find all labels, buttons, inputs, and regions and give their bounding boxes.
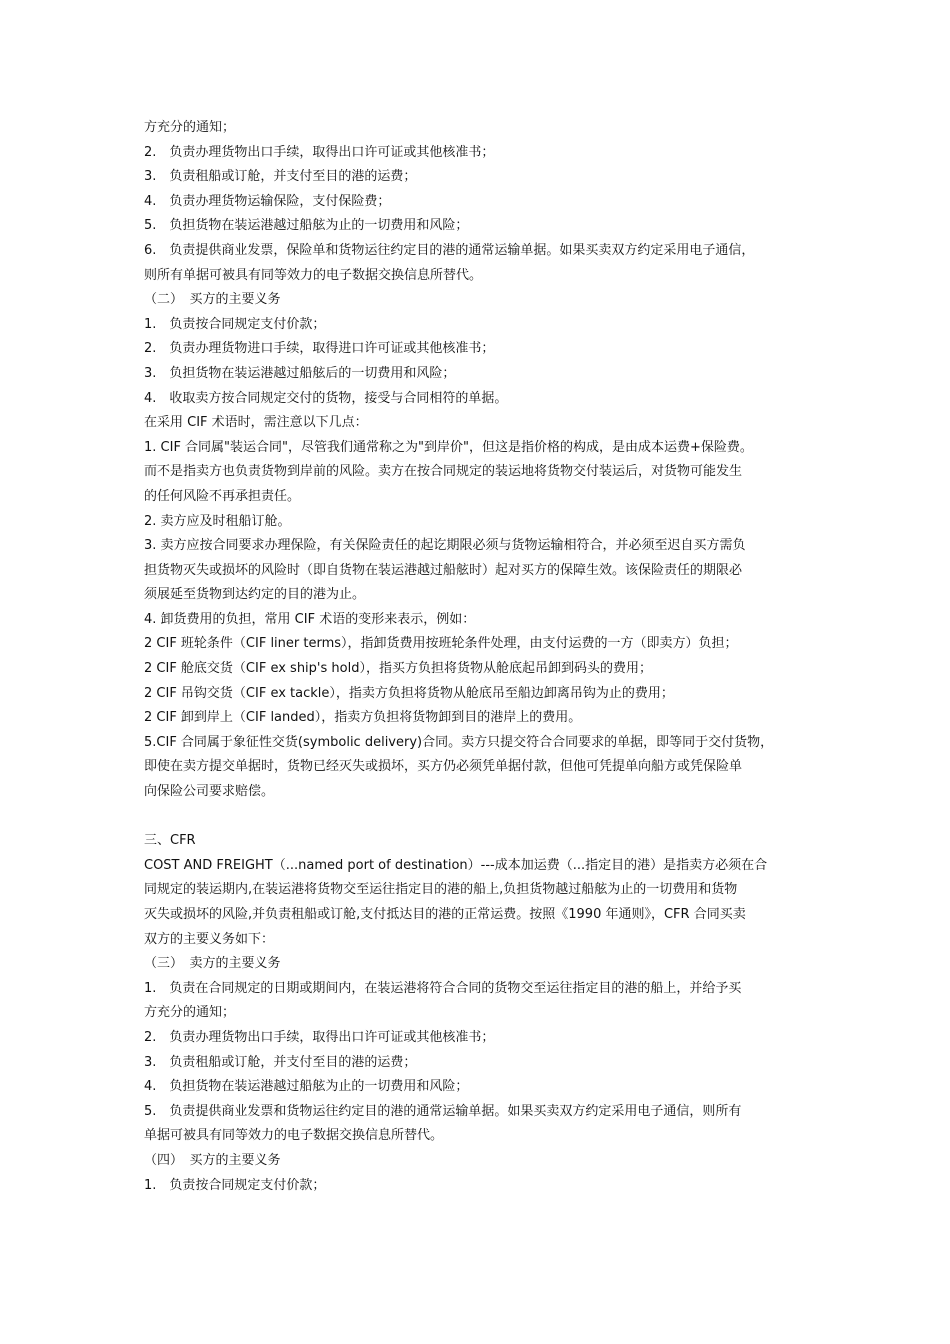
text-line: 即使在卖方提交单据时，货物已经灭失或损坏，买方仍必须凭单据付款，但他可凭提单向船方或凭保险单: [144, 759, 743, 775]
text-line: 2 CIF 吊钩交货（CIF ex tackle），指卖方负担将货物从舱底吊至船边卸离吊钩为止的费用；: [144, 685, 674, 701]
text-line: 1. 负责按合同规定支付价款；: [144, 316, 326, 332]
text-line: 4. 负责办理货物运输保险，支付保险费；: [144, 193, 391, 209]
text-line: 5. 负担货物在装运港越过船舷为止的一切费用和风险；: [144, 218, 469, 234]
text-line: COST AND FREIGHT（...named port of destination）---成本加运费（...指定目的港）是指卖方必须在合: [144, 857, 768, 873]
text-line: 3. 负责租船或订舱，并支付至目的港的运费；: [144, 169, 417, 185]
text-line: 2. 负责办理货物出口手续，取得出口许可证或其他核准书；: [144, 144, 495, 160]
text-line: 4. 卸货费用的负担，常用 CIF 术语的变形来表示，例如：: [144, 611, 476, 627]
text-line: 须展延至货物到达约定的目的港为止。: [144, 587, 366, 603]
text-line: 则所有单据可被具有同等效力的电子数据交换信息所替代。: [144, 267, 483, 283]
text-line: 4. 负担货物在装运港越过船舷为止的一切费用和风险；: [144, 1079, 469, 1095]
text-line: 1. 负责按合同规定支付价款；: [144, 1177, 326, 1193]
text-line: 的任何风险不再承担责任。: [144, 488, 301, 504]
text-line: 2. 负责办理货物出口手续，取得出口许可证或其他核准书；: [144, 1029, 495, 1045]
text-line: 2. 卖方应及时租船订舱。: [144, 513, 291, 529]
document-page: [144, 116, 814, 1198]
text-line: 方充分的通知；: [144, 1005, 236, 1021]
text-line: 1. 负责在合同规定的日期或期间内，在装运港将符合合同的货物交至运往指定目的港的船上，并给予买: [144, 980, 742, 996]
text-line: 3. 卖方应按合同要求办理保险，有关保险责任的起讫期限必须与货物运输相符合，并必须至迟自买方需负: [144, 538, 746, 554]
text-line: 2 CIF 舱底交货（CIF ex ship's hold），指买方负担将货物从舱底起吊卸到码头的费用；: [144, 661, 652, 677]
text-line: 1. CIF 合同属"装运合同"，尽管我们通常称之为"到岸价"，但这是指价格的构成，是由成本运费+保险费。: [144, 439, 753, 455]
text-line: 向保险公司要求赔偿。: [144, 784, 275, 800]
text-line: 双方的主要义务如下：: [144, 931, 275, 947]
text-line: 4. 收取卖方按合同规定交付的货物，接受与合同相符的单据。: [144, 390, 508, 406]
text-line: 2 CIF 班轮条件（CIF liner terms），指卸货费用按班轮条件处理，由支付运费的一方（即卖方）负担；: [144, 636, 738, 652]
text-line: 单据可被具有同等效力的电子数据交换信息所替代。: [144, 1128, 444, 1144]
text-line: 担货物灭失或损坏的风险时（即自货物在装运港越过船舷时）起对买方的保障生效。该保险责任的期限必: [144, 562, 743, 578]
text-line: 2. 负责办理货物进口手续，取得进口许可证或其他核准书；: [144, 341, 495, 357]
text-line: 6. 负责提供商业发票，保险单和货物运往约定目的港的通常运输单据。如果买卖双方约定采用电子通信，: [144, 242, 755, 258]
text-line: 方充分的通知；: [144, 120, 236, 135]
text-line: 3. 负担货物在装运港越过船舷后的一切费用和风险；: [144, 365, 456, 381]
text-line: 5.CIF 合同属于象征性交货(symbolic delivery)合同。卖方只提交符合合同要求的单据，即等同于交付货物，: [144, 734, 774, 750]
text-line: 3. 负责租船或订舱，并支付至目的港的运费；: [144, 1054, 417, 1070]
text-line: （二） 买方的主要义务: [144, 292, 281, 308]
text-line: 灭失或损坏的风险,并负责租船或订舱,支付抵达目的港的正常运费。按照《1990 年通则》，CFR 合同买卖: [144, 907, 746, 922]
text-line: （三） 卖方的主要义务: [144, 956, 281, 972]
text-line: 在采用 CIF 术语时，需注意以下几点：: [144, 415, 368, 431]
text-line: （四） 买方的主要义务: [144, 1152, 281, 1168]
text-line: 三、CFR: [144, 833, 196, 849]
blank-line: [144, 805, 814, 830]
text-line: 而不是指卖方也负责货物到岸前的风险。卖方在按合同规定的装运地将货物交付装运后，对货物可能发生: [144, 464, 743, 480]
text-line: 5. 负责提供商业发票和货物运往约定目的港的通常运输单据。如果买卖双方约定采用电子通信，则所有: [144, 1103, 742, 1119]
text-line: 同规定的装运期内,在装运港将货物交至运往指定目的港的船上,负担货物越过船舷为止的一切费用和货物: [144, 882, 738, 898]
text-line: 2 CIF 卸到岸上（CIF landed），指卖方负担将货物卸到目的港岸上的费用。: [144, 710, 582, 726]
